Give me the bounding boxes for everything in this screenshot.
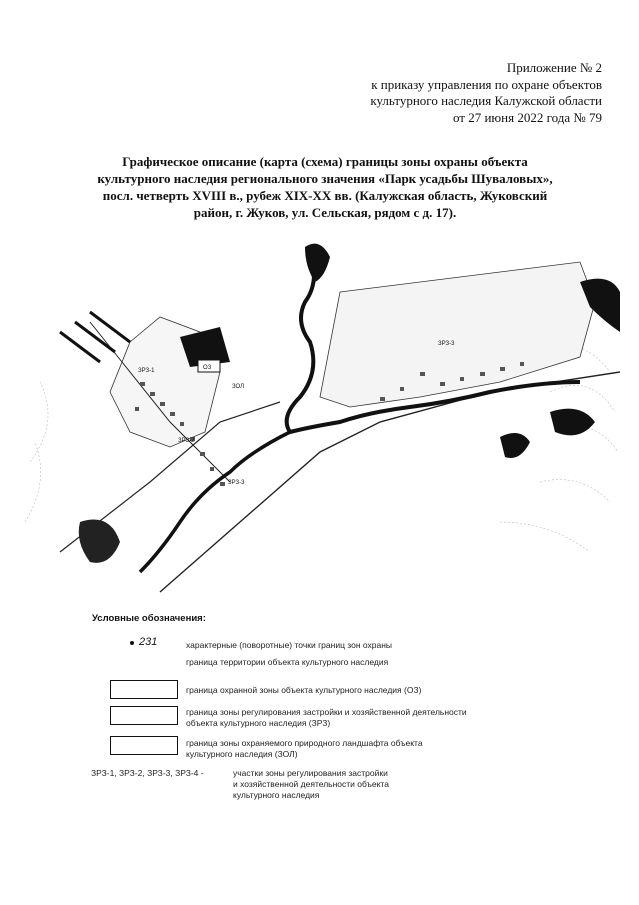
label-zol: ЗОЛ [232,384,245,390]
legend-points-text: характерные (поворотные) точки границ зон охраны [186,640,393,650]
appendix-line-2: к приказу управления по охране объектов [371,76,602,92]
appendix-line-3: культурного наследия Калужской области [370,93,602,108]
title-line-4: район, г. Жуков, ул. Сельская, рядом с д. 17). [193,205,457,220]
title-line-3: посл. четверть XVIII в., рубеж XIX-XX вв. (Калужская область, Жуковский [102,188,548,203]
legend-heading: Условные обозначения: [92,613,206,624]
legend-zol-swatch [110,736,178,755]
legend-zol-text-2: культурного наследия (ЗОЛ) [186,749,298,759]
legend-zrz-swatch [110,706,178,725]
appendix-line-4: от 27 июня 2022 года № 79 [452,109,602,125]
zone-map [20,222,620,602]
legend-oz-text: граница охранной зоны объекта культурного наследия (ОЗ) [186,685,422,695]
label-zrz3-lower: ЗРЗ-3 [228,480,245,486]
label-zrz2: ЗРЗ-2 [178,438,195,444]
point-number: 231 [139,636,158,648]
legend-zol-text-1: граница зоны охраняемого природного ландшафта объекта [186,738,423,748]
appendix-line-1: Приложение № 2 [506,60,602,75]
legend-zrz-desc-1: участки зоны регулирования застройки [233,768,388,778]
document-title [90,153,560,221]
legend-zrz-desc-2: и хозяйственной деятельности объекта [233,779,389,789]
legend-territory-text: граница территории объекта культурного наследия [186,657,389,667]
label-zrz3-upper: ЗРЗ-3 [438,341,455,347]
label-zrz1: ЗРЗ-1 [138,368,155,374]
title-line-1: Графическое описание (карта (схема) границы зоны охраны объекта [122,154,528,169]
legend-zrz-codes: ЗРЗ-1, ЗРЗ-2, ЗРЗ-3, ЗРЗ-4 - [91,768,204,778]
legend-zrz-text-2: объекта культурного наследия (ЗРЗ) [186,718,331,728]
legend-oz-swatch [110,680,178,699]
title-line-2: культурного наследия регионального значения «Парк усадьбы Шуваловых», [97,171,553,186]
legend-zrz-text-1: граница зоны регулирования застройки и хозяйственной деятельности [186,707,467,717]
legend-zrz-desc-3: культурного наследия [233,790,320,800]
appendix-header [370,60,602,126]
label-oz: ОЗ [203,365,212,371]
point-marker-icon [130,641,134,645]
